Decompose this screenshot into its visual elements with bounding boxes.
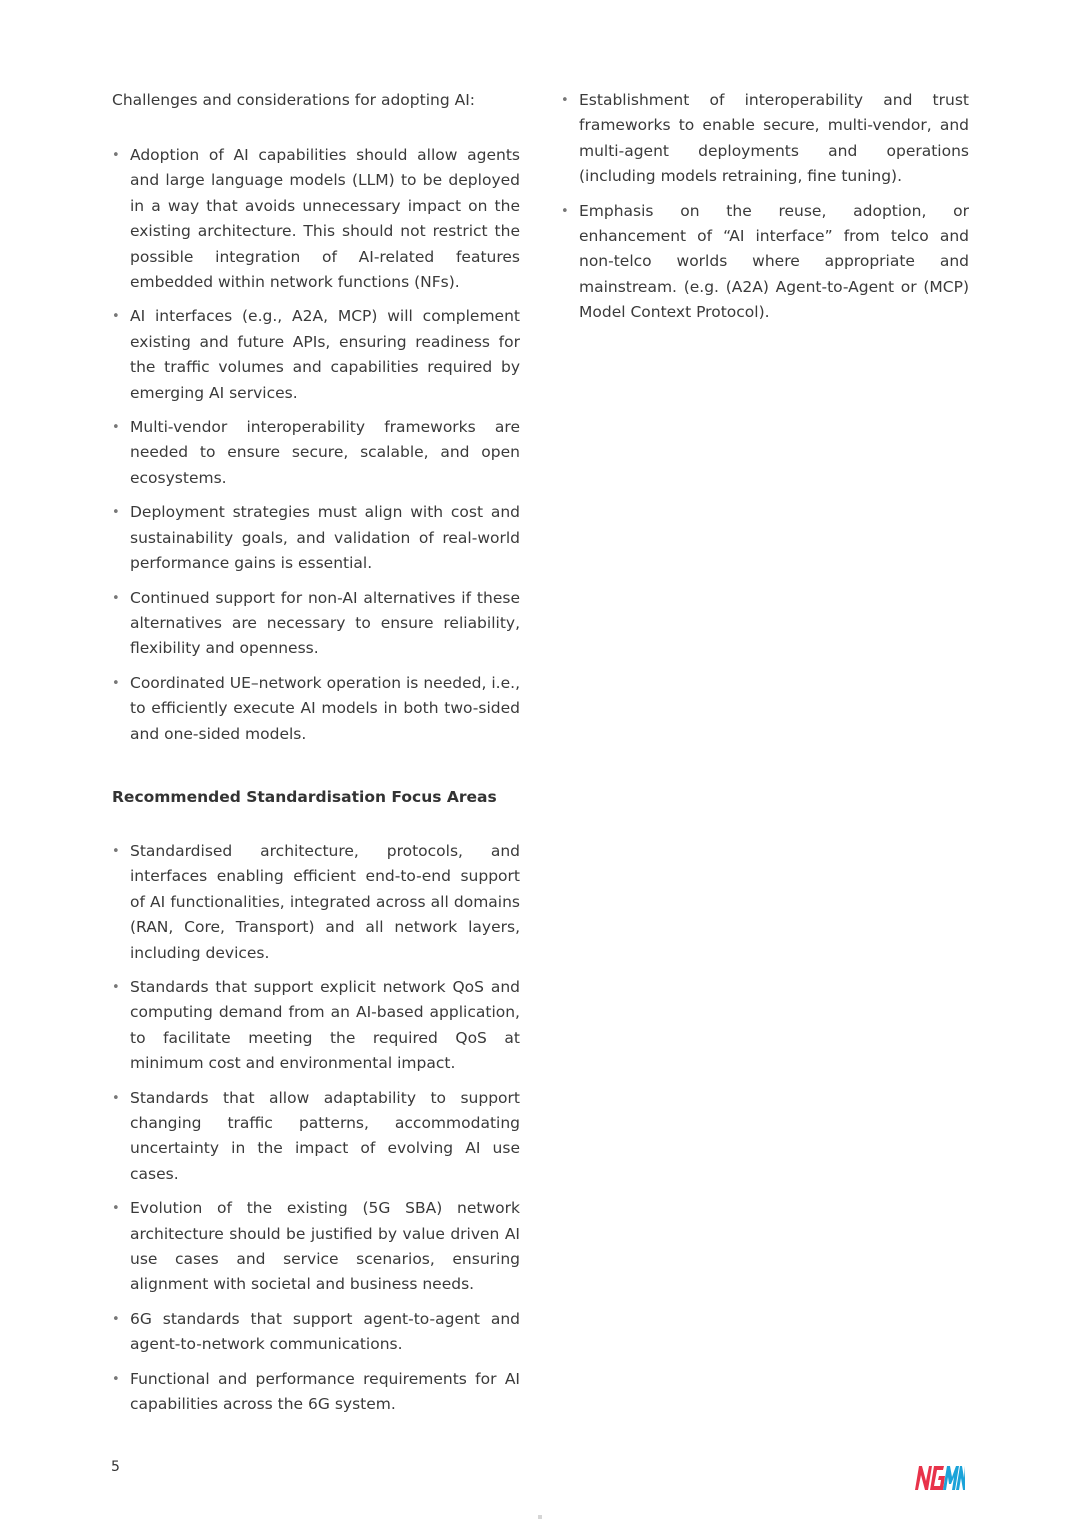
list-item: • Standards that support explicit network QoS and computing demand from an AI-based application, to facilitate meeting the required QoS at minimum cost and environmental impact. xyxy=(112,975,520,1077)
bullet-icon: • xyxy=(112,148,120,163)
ngmn-logo-icon xyxy=(913,1462,965,1492)
list-item: • Multi-vendor interoperability frameworks are needed to ensure secure, scalable, and open ecosystems. xyxy=(112,415,520,491)
bullet-icon: • xyxy=(112,843,120,859)
list-item: • Deployment strategies must align with cost and sustainability goals, and validation of real-world performance gains is essential. xyxy=(112,500,520,576)
bullet-icon: • xyxy=(112,675,120,691)
bullet-icon: • xyxy=(112,979,120,995)
list-item: • Emphasis on the reuse, adoption, or enhancement of “AI interface” from telco and non-telco worlds where appropriate and mainstream. (e.g. (A2A) Agent-to-Agent or (MCP) Model Context Protocol). xyxy=(561,199,969,326)
list-item: • Evolution of the existing (5G SBA) network architecture should be justified by value driven AI use cases and service scenarios, ensuring alignment with societal and business needs. xyxy=(112,1196,520,1298)
list-item: • Adoption of AI capabilities should allow agents and large language models (LLM) to be deployed in a way that avoids unnecessary impact on the existing architecture. This should not restrict the possible integration of AI-related features embedded within network functions (NFs). xyxy=(112,143,520,295)
bullet-icon: • xyxy=(561,203,569,219)
list-item: • Standardised architecture, protocols, and interfaces enabling efficient end-to-end support of AI functionalities, integrated across all domains (RAN, Core, Transport) and all network layers, including devices. xyxy=(112,839,520,966)
challenges-list xyxy=(112,143,520,747)
bullet-icon: • xyxy=(112,590,120,606)
right-column xyxy=(561,88,969,335)
bullet-icon: • xyxy=(112,1311,120,1327)
list-item: • AI interfaces (e.g., A2A, MCP) will complement existing and future APIs, ensuring readiness for the traffic volumes and capabilities required by emerging AI services. xyxy=(112,304,520,406)
bullet-icon: • xyxy=(112,1201,120,1217)
focus-areas-continued-list xyxy=(561,88,969,326)
list-item: • Coordinated UE–network operation is needed, i.e., to efficiently execute AI models in both two-sided and one-sided models. xyxy=(112,671,520,747)
bullet-icon: • xyxy=(112,309,120,325)
left-column xyxy=(112,88,520,1426)
bullet-icon: • xyxy=(112,420,120,436)
page-number: 5 xyxy=(111,1459,120,1475)
bullet-icon: • xyxy=(112,505,120,521)
bullet-icon: • xyxy=(112,1371,120,1387)
list-item: • Functional and performance requirements for AI capabilities across the 6G system. xyxy=(112,1367,520,1418)
list-item: • Standards that allow adaptability to support changing traffic patterns, accommodating uncertainty in the impact of evolving AI use cases. xyxy=(112,1086,520,1188)
challenges-intro: Challenges and considerations for adopting AI: xyxy=(112,91,476,109)
section-heading: Recommended Standardisation Focus Areas xyxy=(112,787,497,806)
bullet-icon: • xyxy=(561,93,569,108)
list-item: • Continued support for non-AI alternatives if these alternatives are necessary to ensure reliability, flexibility and openness. xyxy=(112,586,520,662)
list-item: • 6G standards that support agent-to-agent and agent-to-network communications. xyxy=(112,1307,520,1358)
list-item: • Establishment of interoperability and trust frameworks to enable secure, multi-vendor, and multi-agent deployments and operations (including models retraining, fine tuning). xyxy=(561,88,969,190)
bullet-icon: • xyxy=(112,1090,120,1106)
focus-areas-list xyxy=(112,839,520,1418)
scroll-indicator xyxy=(538,1515,542,1519)
